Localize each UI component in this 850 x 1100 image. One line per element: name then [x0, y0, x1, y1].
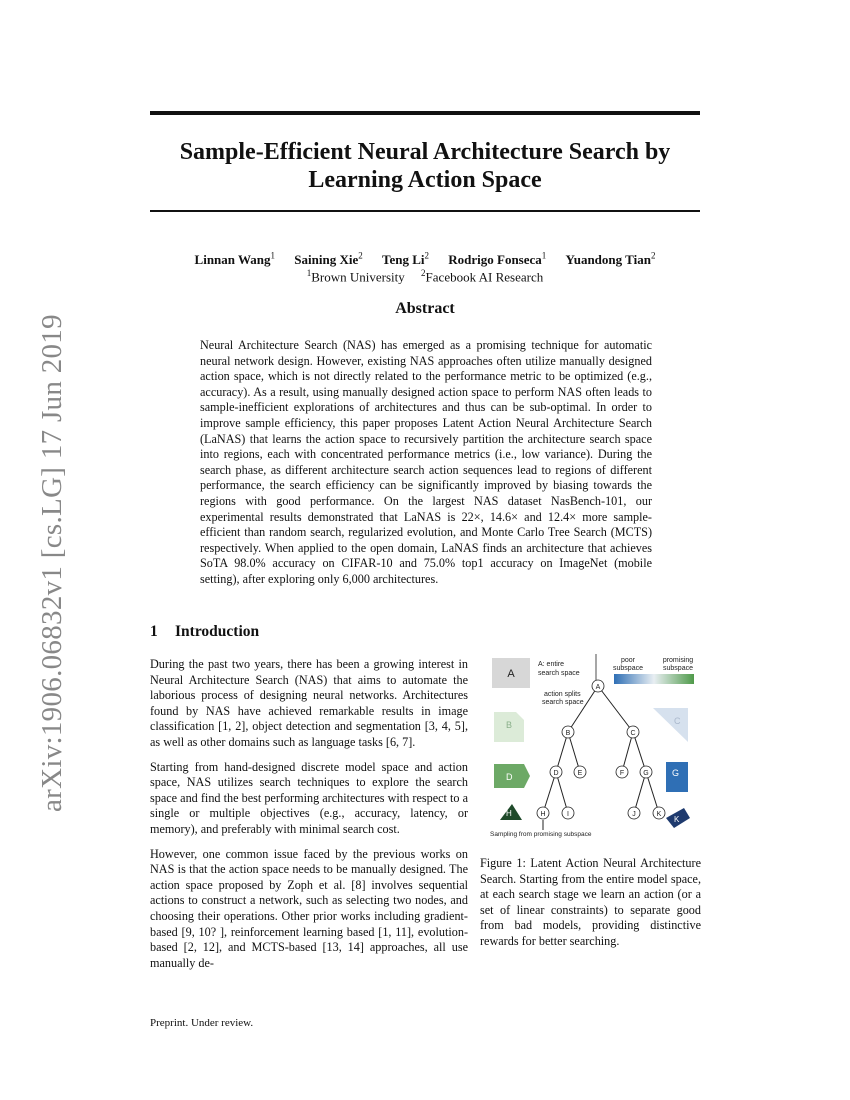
svg-text:K: K [656, 811, 662, 818]
tree-edges [543, 686, 659, 830]
svg-text:K: K [674, 815, 680, 824]
title-bottom-rule [150, 210, 700, 212]
region-a-label: A [507, 668, 515, 680]
arxiv-stamp: arXiv:1906.06832v1 [cs.LG] 17 Jun 2019 [36, 314, 68, 812]
svg-text:H: H [540, 811, 546, 818]
svg-text:I: I [567, 811, 569, 818]
paragraph: During the past two years, there has been a growing interest in Neural Architecture Search (NAS) that aims to automate the laborious process of designing neural networks. Architectures found by NAS have achieved remarkable results in image classification [1, 2], object detection and segmentation [3, 4, 5], as well as other domains such as language tasks [6, 7]. [150, 657, 468, 749]
author: Saining Xie$^2$ [294, 251, 363, 268]
legend-entire-2: search space [538, 670, 580, 677]
author: Yuandong Tian$^2$ [565, 251, 656, 268]
legend-promising: promising [662, 657, 694, 664]
region-c [653, 708, 688, 742]
legend-entire: A: entire [538, 661, 565, 668]
svg-text:G: G [643, 770, 649, 777]
legend-poor-2: subspace [613, 665, 643, 672]
abstract-heading: Abstract [395, 300, 455, 317]
intro-column [150, 657, 468, 980]
abstract-body: Neural Architecture Search (NAS) has emerged as a promising technique for automatic neural network design. However, existing NAS approaches often utilize manually designed action space, which is not directly related to the performance metric to be optimized (e.g., accuracy). As a result, using manually designed action space to perform NAS often leads to sample-inefficient explorations of architectures and thus can be sub-optimal. In order to improve sample efficiency, this paper proposes Latent Action Neural Architecture Search (LaNAS) that learns the action space to recursively partition the architecture search space into regions, each with concentrated performance metrics (i.e., low variance). During the search phase, as different architecture search action sequences lead to regions of different performance, the search efficiency can be significantly improved by biasing towards the regions with good performance. On the largest NAS dataset NasBench-101, our experimental results demonstrated that LaNAS is 22×, 14.6× and 12.4× more sample-efficient than random search, regularized evolution, and Monte Carlo Tree Search (MCTS) respectively. When applied to the open domain, LaNAS finds an architecture that achieves SoTA 98.0% accuracy on CIFAR-10 and 75.0% top1 accuracy on ImageNet (mobile setting), after exploring only 6,000 architectures. [200, 338, 652, 586]
title-line-2: Learning Action Space [308, 167, 542, 193]
splits-label: action splits [544, 691, 581, 698]
svg-text:B: B [506, 720, 513, 730]
figure-1-diagram [488, 650, 703, 845]
legend-promising-2: subspace [663, 665, 693, 672]
splits-label-2: search space [542, 699, 584, 706]
svg-text:A: A [595, 684, 601, 691]
author: Teng Li$^2$ [381, 251, 429, 268]
paragraph: Starting from hand-designed discrete model space and action space, NAS utilizes search techniques to explore the search space and find the best performing architectures with respect to a single or multiple objectives (e.g., accuracy, latency, or memory), and preferably with minimal search cost. [150, 759, 468, 836]
svg-text:J: J [632, 811, 636, 818]
paragraph: However, one common issue faced by the previous works on NAS is that the action space needs to be manually designed. The action space proposed by Zoph et al. [8] involves sequential actions to construct a network, such as selecting two nodes, and choosing their operations. Other prior works including gradient-based [9, 10? ], reinforcement learning based [1, 11], evolution-based [2, 12], and MCTS-based [13, 14] approaches, all use manually de- [150, 846, 468, 970]
svg-text:G: G [672, 768, 680, 778]
svg-text:D: D [506, 772, 513, 782]
svg-text:E: E [577, 770, 583, 777]
legend-poor: poor [620, 657, 636, 664]
svg-text:F: F [619, 770, 625, 777]
svg-text:B: B [565, 730, 571, 737]
author: Linnan Wang$^1$ [194, 251, 276, 268]
sampling-label: Sampling from promising subspace [490, 831, 592, 838]
affiliations: $^1$Brown University $^2$Facebook AI Research [306, 268, 544, 285]
footer-note: Preprint. Under review. [150, 1017, 254, 1029]
svg-text:D: D [553, 770, 559, 777]
paper-title [150, 138, 700, 194]
section-title: 1 Introduction [150, 623, 260, 640]
title-top-rule [150, 111, 700, 115]
svg-text:C: C [674, 716, 681, 726]
svg-text:C: C [630, 730, 636, 737]
gradient-bar [614, 674, 694, 684]
author: Rodrigo Fonseca$^1$ [448, 251, 547, 268]
svg-text:H: H [506, 809, 512, 818]
title-line-1: Sample-Efficient Neural Architecture Search by [179, 139, 671, 165]
figure-caption: Figure 1: Latent Action Neural Architecture Search. Starting from the entire model space, at each search stage we learn an action (or a set of linear constraints) to separate good from bad models, providing distinctive rewards for better searching. [480, 856, 701, 948]
